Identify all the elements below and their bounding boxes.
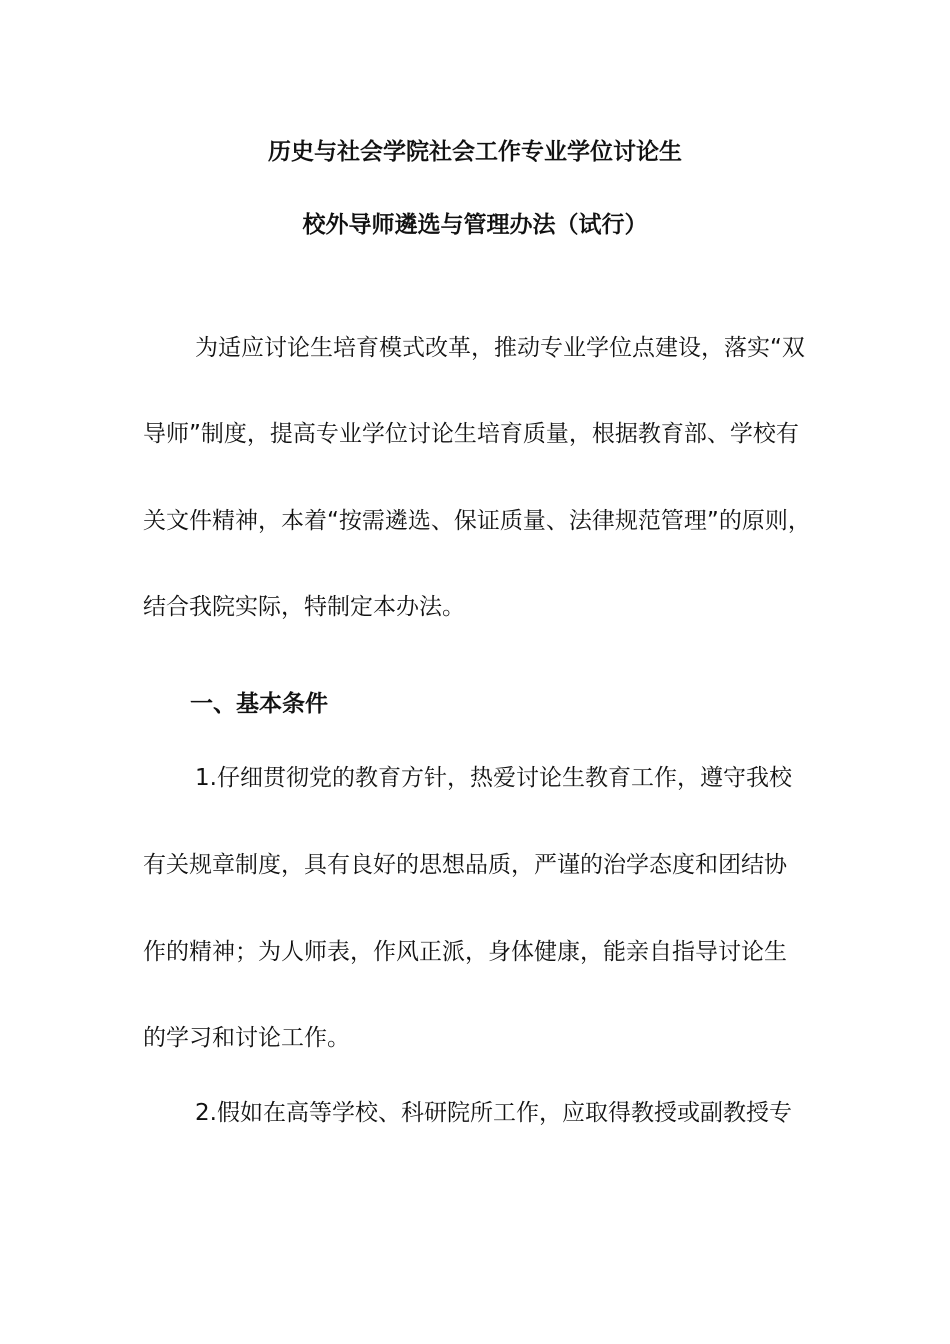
section-heading-basic-conditions: 一、基本条件 <box>190 691 328 717</box>
intro-paragraph-line-1: 为适应讨论生培育模式改革，推动专业学位点建设，落实“双 <box>195 335 805 361</box>
item-2-line-1: 2.假如在高等学校、科研院所工作，应取得教授或副教授专 <box>195 1100 792 1126</box>
intro-paragraph-line-2: 导师”制度，提高专业学位讨论生培育质量，根据教育部、学校有 <box>143 421 799 447</box>
document-title-line-1: 历史与社会学院社会工作专业学位讨论生 <box>268 139 682 165</box>
item-1-line-1: 1.仔细贯彻党的教育方针，热爱讨论生教育工作，遵守我校 <box>195 765 792 791</box>
intro-paragraph-line-4: 结合我院实际，特制定本办法。 <box>143 594 465 620</box>
item-1-line-2: 有关规章制度，具有良好的思想品质，严谨的治学态度和团结协 <box>143 852 787 878</box>
item-1-line-3: 作的精神；为人师表，作风正派，身体健康，能亲自指导讨论生 <box>143 939 787 965</box>
item-1-line-4: 的学习和讨论工作。 <box>143 1025 350 1051</box>
intro-paragraph-line-3: 关文件精神，本着“按需遴选、保证质量、法律规范管理”的原则， <box>143 508 811 534</box>
document-title-line-2: 校外导师遴选与管理办法（试行） <box>302 212 648 238</box>
